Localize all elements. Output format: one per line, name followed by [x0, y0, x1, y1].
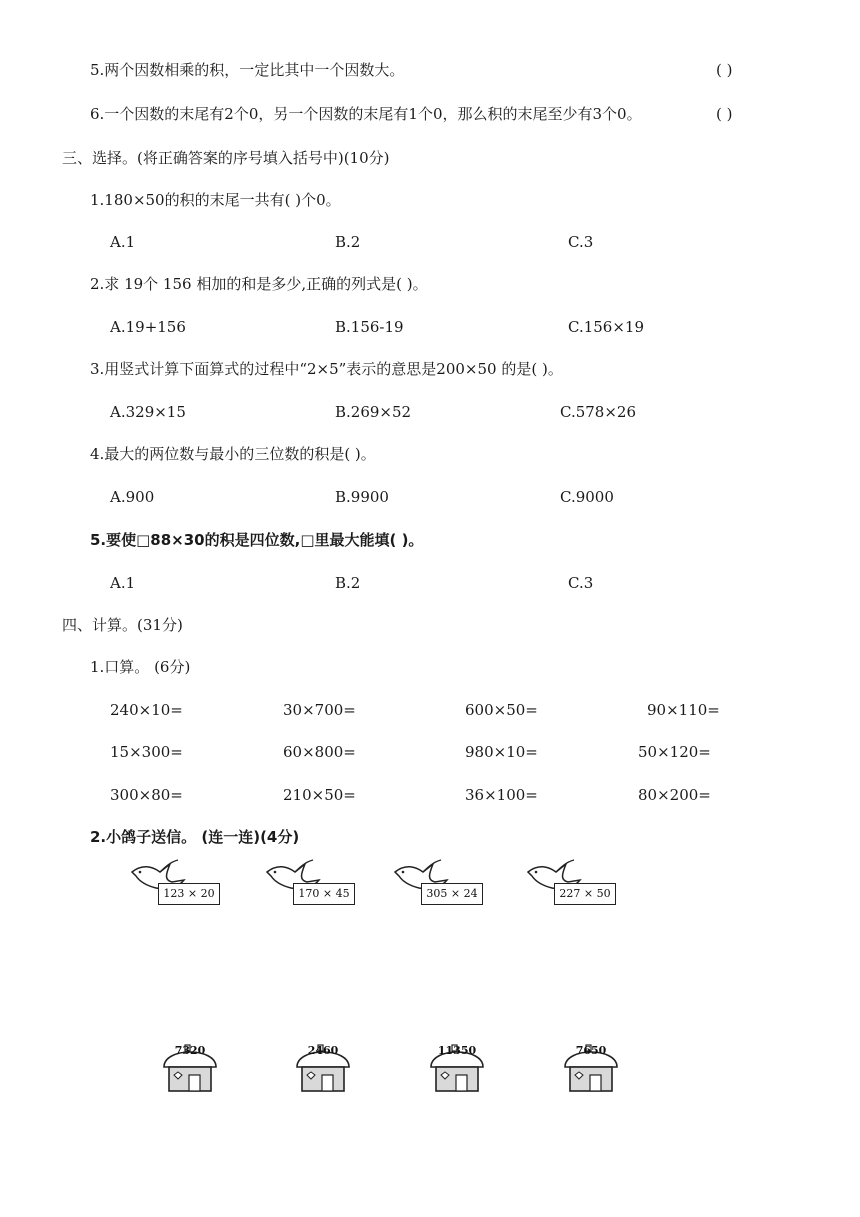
pigeon-card[interactable] — [130, 858, 230, 910]
choice-question-1: 1.180×50的积的末尾一共有( )个0。 — [90, 191, 341, 209]
oral-calc-title: 1.口算。 (6分) — [90, 658, 191, 676]
option-b[interactable]: B.2 — [335, 574, 361, 592]
house-card[interactable] — [561, 1037, 621, 1099]
choice-question-4: 4.最大的两位数与最小的三位数的积是( )。 — [90, 445, 376, 463]
house-card[interactable] — [160, 1037, 220, 1099]
option-a[interactable]: A.1 — [110, 574, 136, 592]
oral-item: 80×200= — [638, 786, 711, 804]
option-c[interactable]: C.3 — [568, 233, 594, 251]
oral-item: 90×110= — [647, 701, 720, 719]
section4-title: 四、计算。(31分) — [62, 616, 183, 634]
judge-q6: 6.一个因数的末尾有2个0，另一个因数的末尾有1个0，那么积的末尾至少有3个0。 — [90, 105, 642, 123]
option-a[interactable]: A.329×15 — [110, 403, 186, 421]
option-b[interactable]: B.2 — [335, 233, 361, 251]
option-c[interactable]: C.578×26 — [560, 403, 636, 421]
house-number: 7320 — [174, 1044, 206, 1057]
option-b[interactable]: B.269×52 — [335, 403, 412, 421]
oral-item: 15×300= — [110, 743, 183, 761]
answer-bracket-q5[interactable]: ( ) — [716, 61, 733, 79]
judge-q5: 5.两个因数相乘的积，一定比其中一个因数大。 — [90, 61, 405, 79]
pigeon-expression: 305 × 24 — [421, 883, 483, 905]
option-b[interactable]: B.156-19 — [335, 318, 404, 336]
oral-item: 60×800= — [283, 743, 356, 761]
oral-item: 30×700= — [283, 701, 356, 719]
oral-item: 50×120= — [638, 743, 711, 761]
oral-item: 240×10= — [110, 701, 183, 719]
pigeon-card[interactable] — [265, 858, 365, 910]
section3-title: 三、选择。(将正确答案的序号填入括号中)(10分) — [62, 149, 390, 167]
pigeon-expression: 123 × 20 — [158, 883, 220, 905]
pigeon-card[interactable] — [526, 858, 626, 910]
house-number: 2460 — [307, 1044, 339, 1057]
house-card[interactable] — [293, 1037, 353, 1099]
pigeon-expression: 227 × 50 — [554, 883, 616, 905]
answer-bracket-q6[interactable]: ( ) — [716, 105, 733, 123]
pigeon-expression: 170 × 45 — [293, 883, 355, 905]
pigeon-card[interactable] — [393, 858, 493, 910]
option-c[interactable]: C.156×19 — [568, 318, 644, 336]
house-card[interactable] — [427, 1037, 487, 1099]
option-a[interactable]: A.1 — [110, 233, 136, 251]
house-number: 11350 — [437, 1044, 477, 1057]
option-c[interactable]: C.3 — [568, 574, 594, 592]
option-a[interactable]: A.19+156 — [110, 318, 186, 336]
oral-item: 600×50= — [465, 701, 538, 719]
option-a[interactable]: A.900 — [110, 488, 155, 506]
choice-question-3: 3.用竖式计算下面算式的过程中“2×5”表示的意思是200×50 的是( )。 — [90, 360, 563, 378]
choice-question-2: 2.求 19个 156 相加的和是多少,正确的列式是( )。 — [90, 275, 428, 293]
option-c[interactable]: C.9000 — [560, 488, 614, 506]
choice-question-5: 5.要使□88×30的积是四位数,□里最大能填( )。 — [90, 531, 424, 549]
oral-item: 300×80= — [110, 786, 183, 804]
pigeon-question-title: 2.小鸽子送信。 (连一连)(4分) — [90, 828, 300, 846]
oral-item: 210×50= — [283, 786, 356, 804]
oral-item: 980×10= — [465, 743, 538, 761]
option-b[interactable]: B.9900 — [335, 488, 389, 506]
house-number: 7650 — [575, 1044, 607, 1057]
oral-item: 36×100= — [465, 786, 538, 804]
